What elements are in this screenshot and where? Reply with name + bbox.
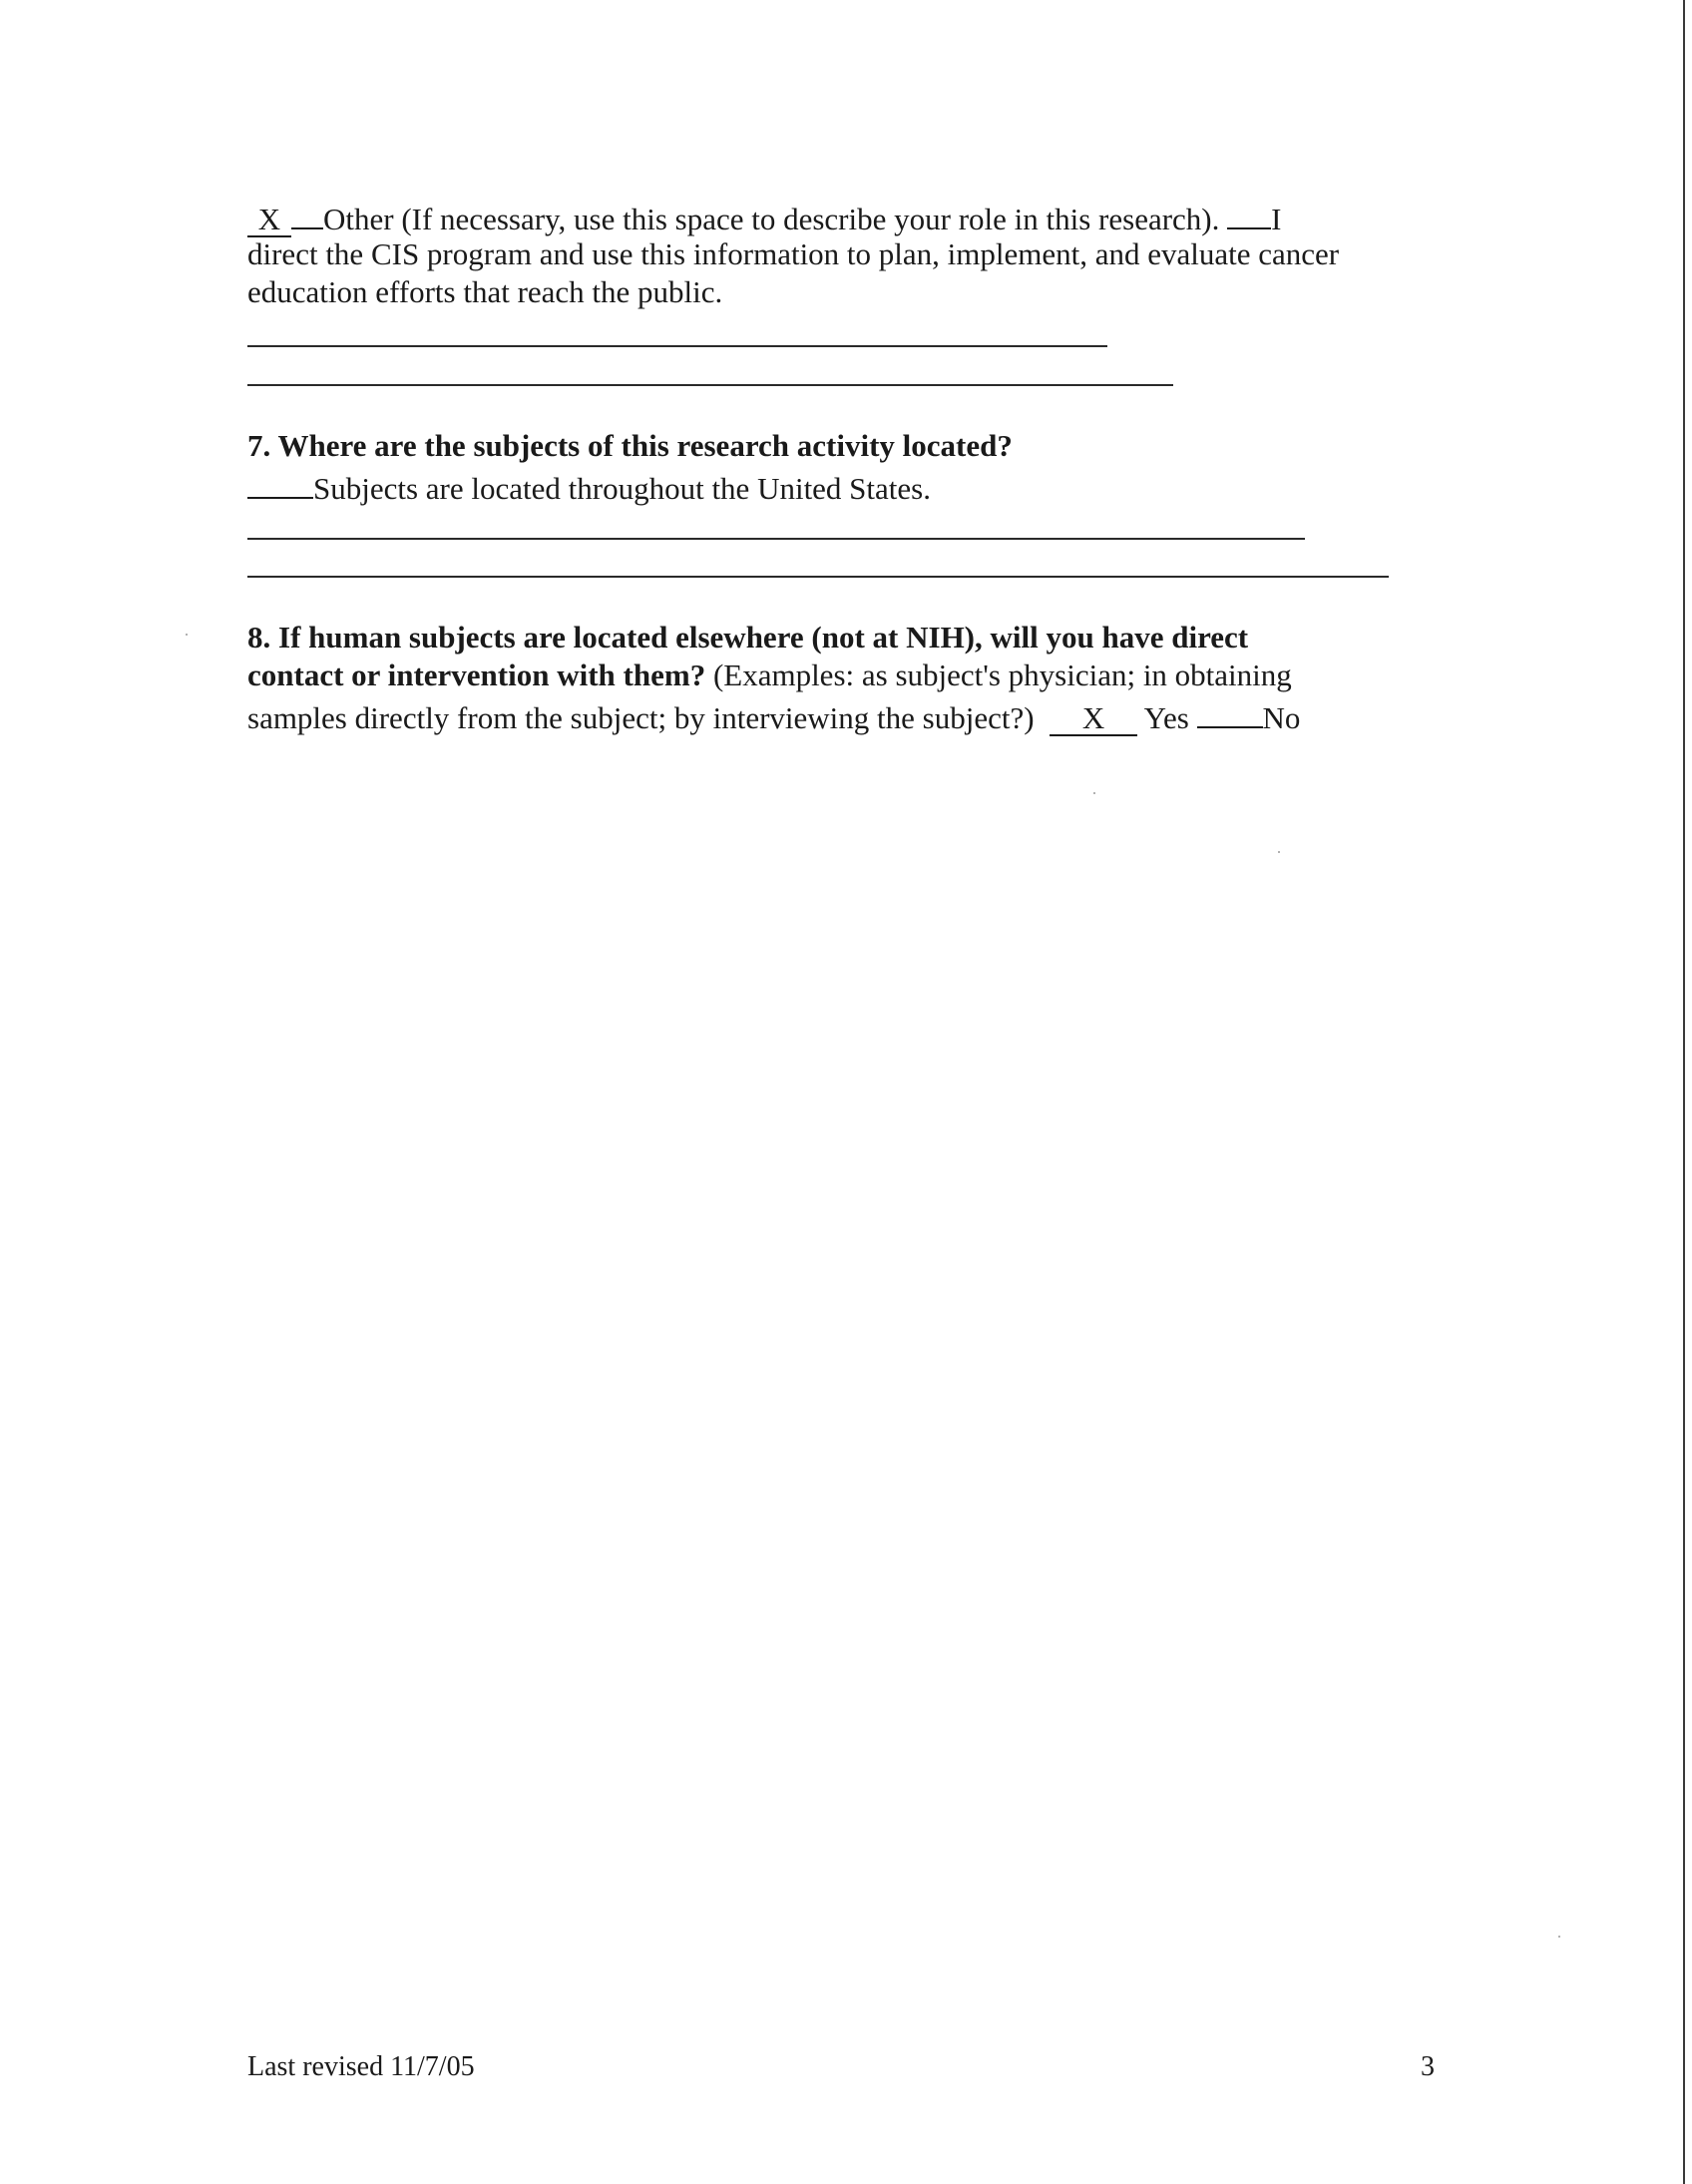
question-8-text-1: If human subjects are located elsewhere (not at NIH), will you have direct [278,620,1249,655]
other-role-answer-blank[interactable] [1227,196,1271,229]
other-role-checkbox[interactable] [247,204,291,237]
question-8-yes-label: Yes [1143,700,1189,735]
scan-speck [186,634,188,636]
page-number: 3 [1421,2051,1435,2082]
question-8-no-label: No [1262,700,1301,735]
answer-line[interactable] [247,576,1389,578]
question-8-yes-mark: X [1081,700,1105,735]
question-7-answer: Subjects are located throughout the United States. [313,471,931,506]
other-role-line-3: education efforts that reach the public. [247,274,723,309]
question-8-examples: (Examples: as subject's physician; in obtaining [712,657,1292,692]
question-8-text-2: contact or intervention with them? [247,657,706,692]
question-7-checkbox[interactable] [247,465,313,499]
answer-line[interactable] [247,384,1173,386]
other-role-line-1 [247,196,1281,238]
question-7-number: 7. [247,428,271,463]
scan-speck [1558,1936,1560,1938]
scan-speck [1093,792,1095,794]
answer-line[interactable] [247,538,1305,540]
question-7-answer-row [247,465,931,508]
other-role-mark: X [257,202,281,236]
blank-filler [291,196,323,229]
other-role-answer-start: I [1271,202,1282,236]
question-8-line-1 [247,619,1248,656]
page-edge [1683,0,1685,2184]
scan-speck [1278,851,1280,853]
other-role-line-2: direct the CIS program and use this information to plan, implement, and evaluate cancer [247,236,1340,271]
question-8-no-checkbox[interactable] [1197,694,1263,728]
footer-revised: Last revised 11/7/05 [247,2051,475,2082]
question-7-title [247,427,1013,465]
question-8-number: 8. [247,620,271,655]
other-role-label: Other (If necessary, use this space to describe your role in this research). [323,202,1220,236]
question-8-line-3 [247,694,1300,737]
question-8-yes-checkbox[interactable] [1050,702,1137,736]
question-8-text-3: samples directly from the subject; by interviewing the subject?) [247,700,1035,735]
question-8-line-2 [247,656,1292,694]
answer-line[interactable] [247,345,1107,347]
question-7-text: Where are the subjects of this research activity located? [277,428,1013,463]
